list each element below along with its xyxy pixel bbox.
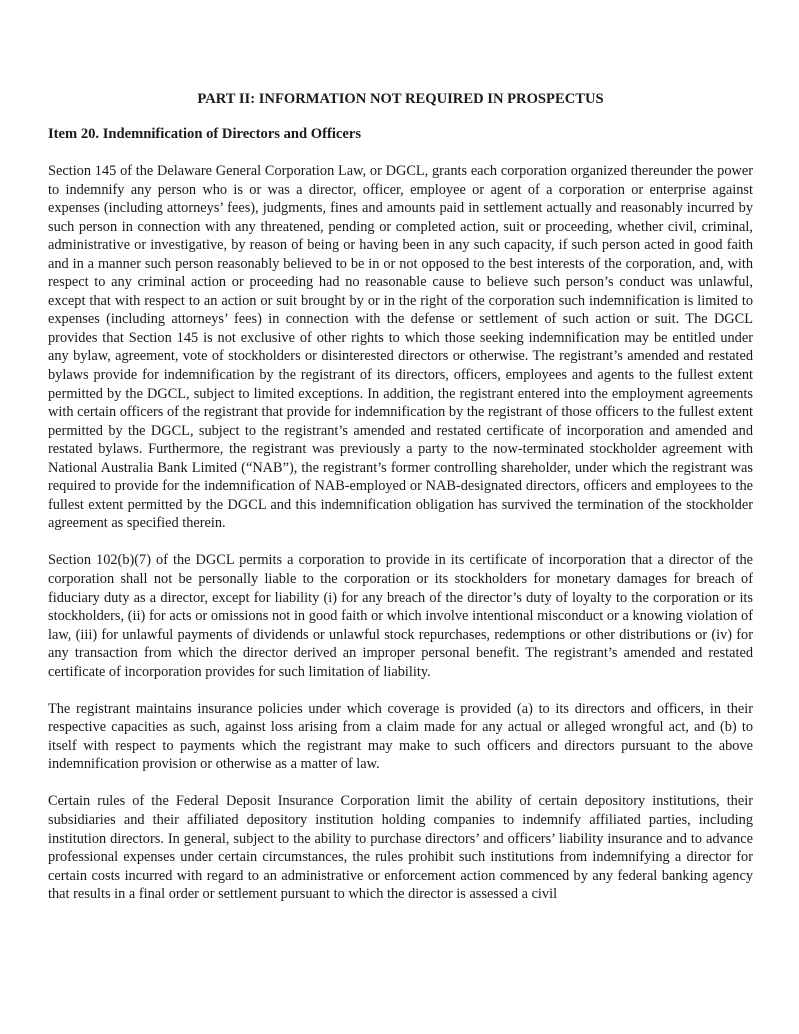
- document-page: [48, 88, 753, 922]
- paragraph-section-145: Section 145 of the Delaware General Corporation Law, or DGCL, grants each corporation organized thereunder the power to indemnify any person who is or was a director, officer, employee or agent of a corporation or enterprise against expenses (including attorneys’ fees), judgments, fines and amounts paid in settlement actually and reasonably incurred by such person in connection with any threatened, pending or completed action, suit or proceeding, whether civil, criminal, administrative or investigative, by reason of being or having been in any such capacity, if such person acted in good faith and in a manner such person reasonably believed to be in or not opposed to the best interests of the corporation, and, with respect to any criminal action or proceeding had no reasonable cause to believe such person’s conduct was unlawful, except that with respect to an action or suit brought by or in the right of the corporation such indemnification is limited to expenses (including attorneys’ fees) in connection with the defense or settlement of such action or suit. The DGCL provides that Section 145 is not exclusive of other rights to which those seeking indemnification may be entitled under any bylaw, agreement, vote of stockholders or disinterested directors or otherwise. The registrant’s amended and restated bylaws provide for indemnification by the registrant of its directors, officers, employees and agents to the fullest extent permitted by the DGCL, subject to limited exceptions. In addition, the registrant entered into the employment agreements with certain officers of the registrant that provide for indemnification by the registrant of those officers to the fullest extent permitted by the DGCL, subject to the registrant’s amended and restated certificate of incorporation and amended and restated bylaws. Furthermore, the registrant was previously a party to the now-terminated stockholder agreement with National Australia Bank Limited (“NAB”), the registrant’s former controlling shareholder, under which the registrant was required to provide for the indemnification of NAB-employed or NAB-designated directors, officers and employees to the fullest extent permitted by the DGCL and this indemnification obligation has survived the termination of the stockholder agreement as specified therein.: [48, 163, 753, 532]
- paragraph-insurance: The registrant maintains insurance policies under which coverage is provided (a) to its directors and officers, in their respective capacities as such, against loss arising from a claim made for any actual or alleged wrongful act, and (b) to itself with respect to payments which the registrant may make to such officers and directors pursuant to the above indemnification provision or otherwise as a matter of law.: [48, 700, 753, 773]
- part-title: PART II: INFORMATION NOT REQUIRED IN PROSPECTUS: [197, 91, 604, 107]
- paragraph-section-102: Section 102(b)(7) of the DGCL permits a corporation to provide in its certificate of incorporation that a director of the corporation shall not be personally liable to the corporation or its stockholders for monetary damages for breach of fiduciary duty as a director, except for liability (i) for any breach of the director’s duty of loyalty to the corporation or its stockholders, (ii) for acts or omissions not in good faith or which involve intentional misconduct or a knowing violation of law, (iii) for unlawful payments of dividends or unlawful stock repurchases, redemptions or other distributions or (iv) for any transaction from which the director derived an improper personal benefit. The registrant’s amended and restated certificate of incorporation provides for such limitation of liability.: [48, 552, 753, 680]
- item-title: Item 20. Indemnification of Directors and Officers: [48, 126, 362, 142]
- paragraph-fdic-rules: Certain rules of the Federal Deposit Insurance Corporation limit the ability of certain depository institutions, their subsidiaries and their affiliated depository institution holding companies to indemnify affiliated parties, including institution directors. In general, subject to the ability to purchase directors’ and officers’ liability insurance and to advance professional expenses under certain circumstances, the rules prohibit such institutions from indemnifying a director for certain costs incurred with regard to an administrative or enforcement action commenced by any federal banking agency that results in a final order or settlement pursuant to which the director is assessed a civil: [48, 793, 753, 903]
